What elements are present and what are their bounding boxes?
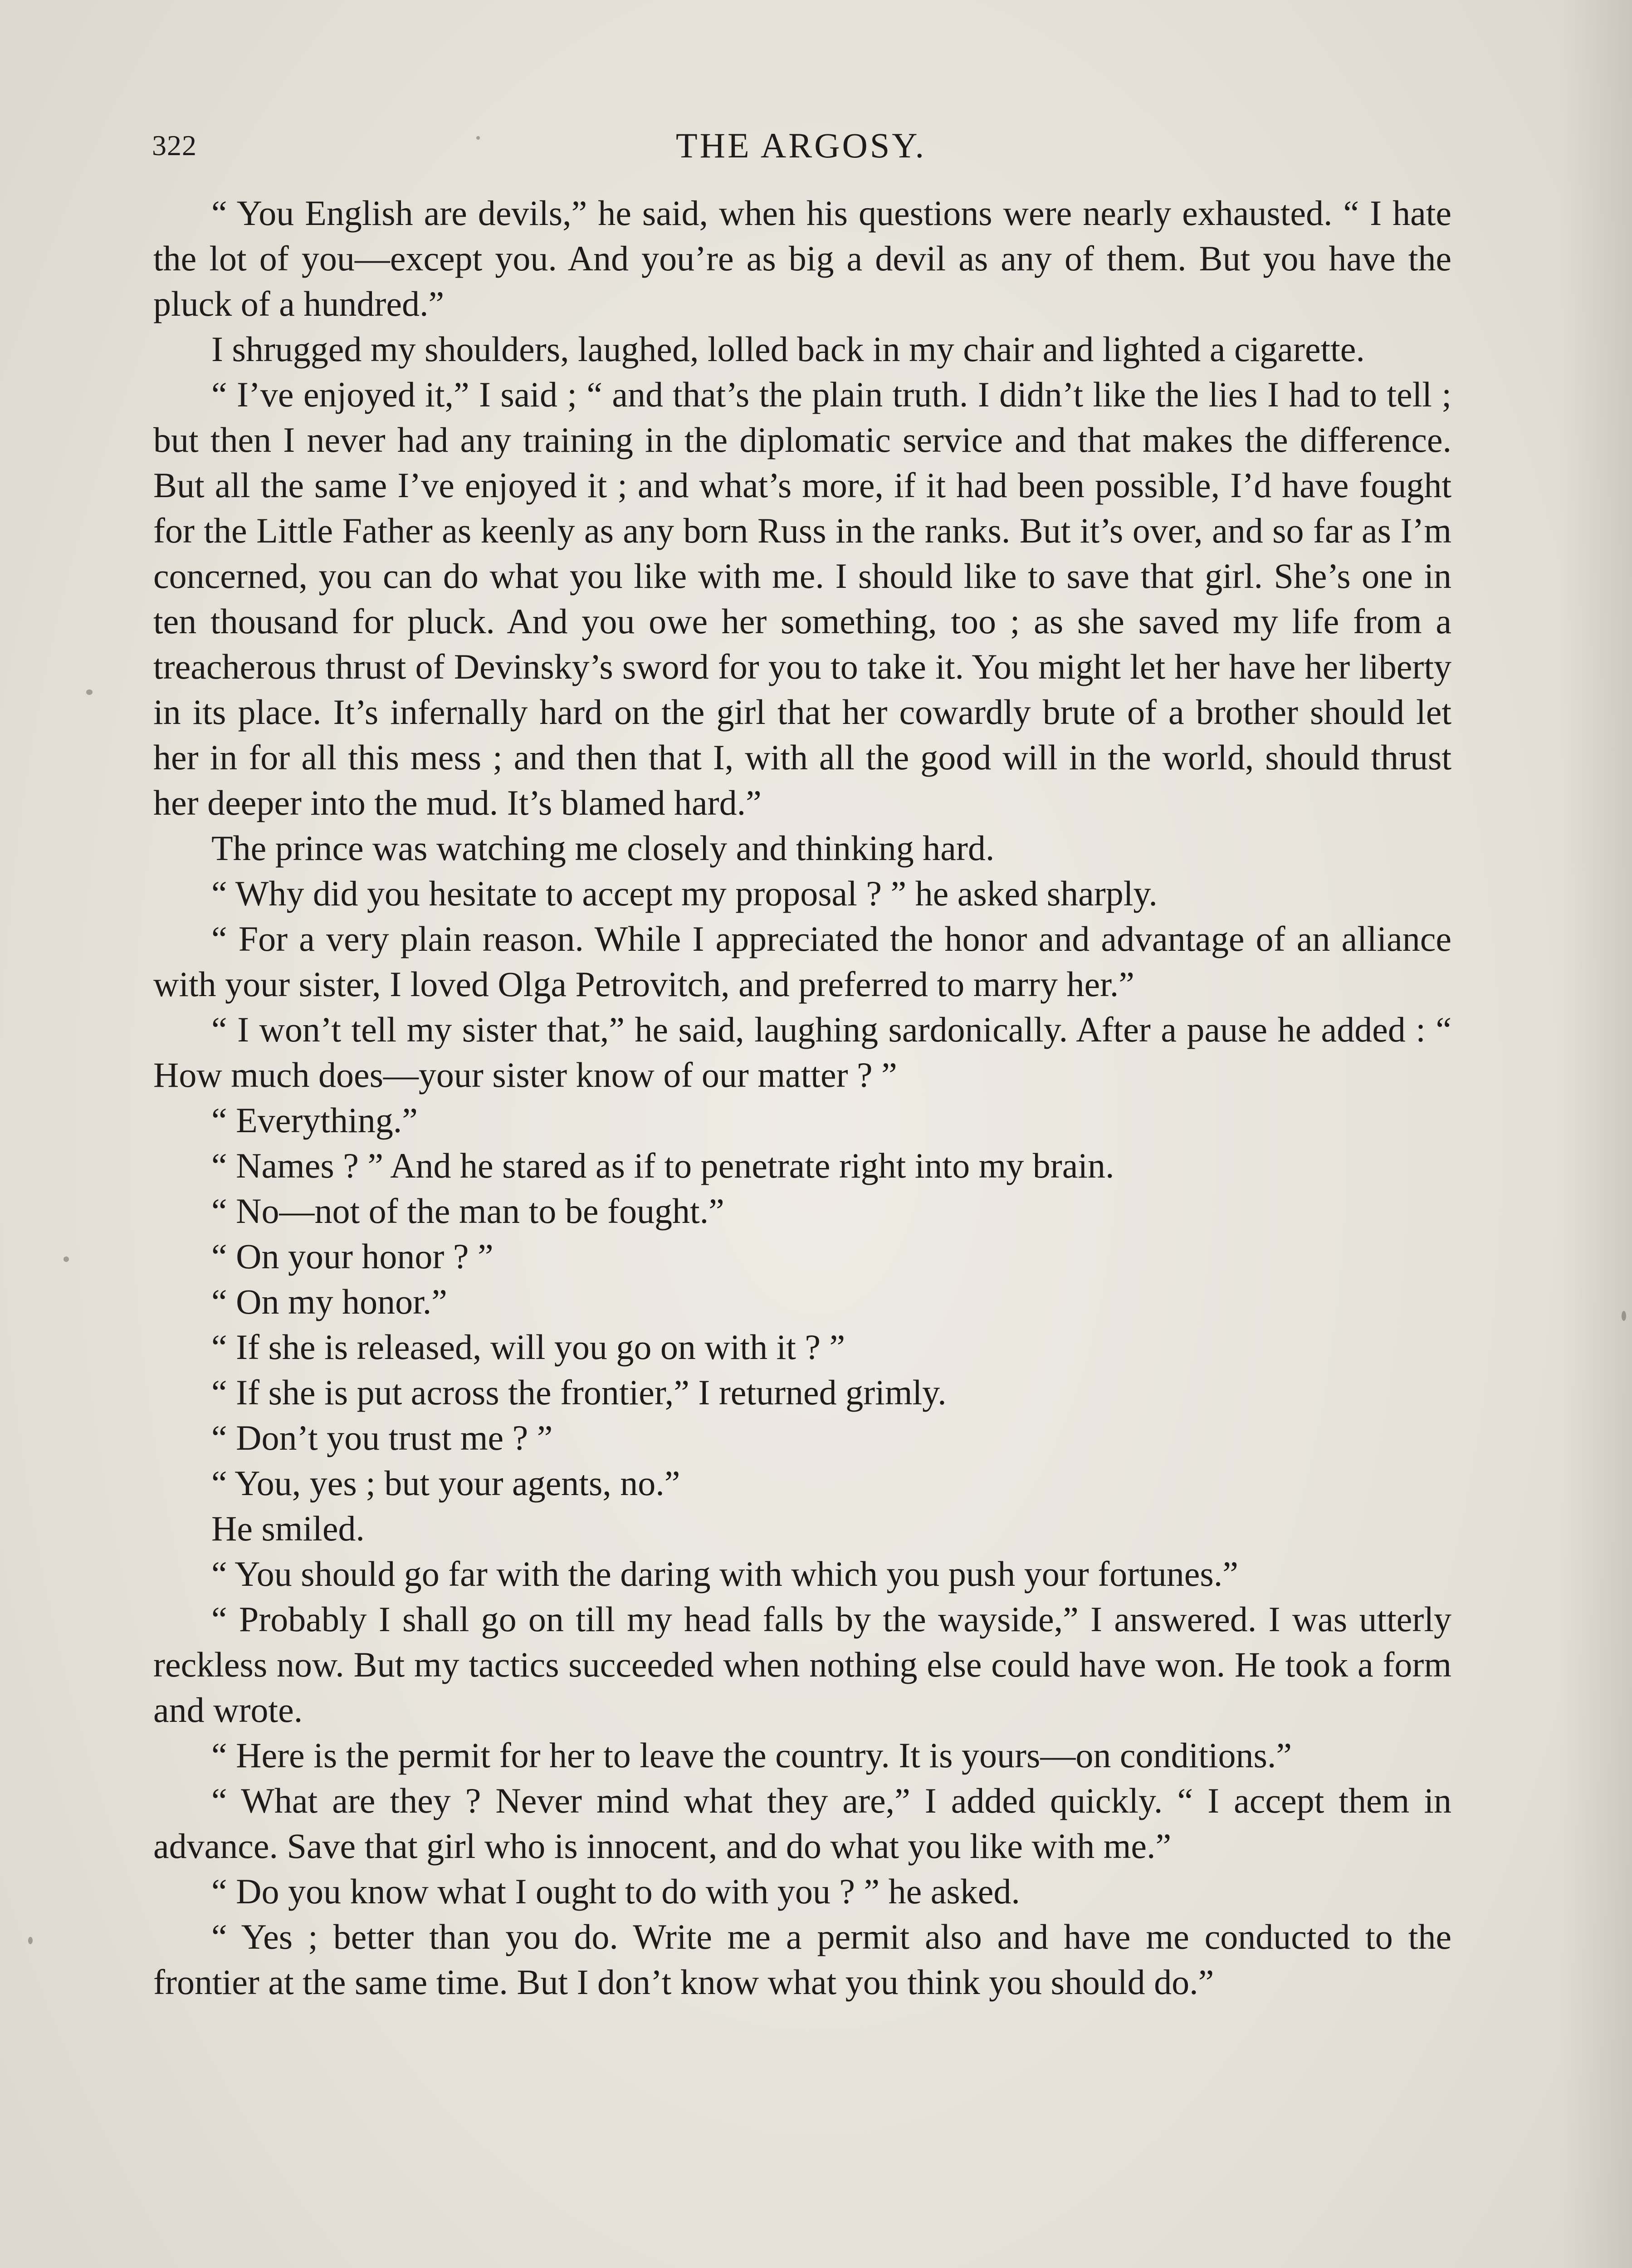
paragraph: The prince was watching me closely and thinking hard. bbox=[211, 828, 995, 868]
paragraph: “ For a very plain reason. While I appreciated the honor and advantage of an alliance with your sister, I loved Olga Petrovitch, and preferred to marry her.” bbox=[153, 919, 1451, 1004]
paragraph: “ Do you know what I ought to do with you ? ” he asked. bbox=[211, 1872, 1020, 1911]
page-edge-shadow bbox=[1559, 0, 1632, 2268]
paragraph: I shrugged my shoulders, laughed, lolled back in my chair and lighted a cigarette. bbox=[211, 329, 1365, 369]
paragraph: “ What are they ? Never mind what they are,” I added quickly. “ I accept them in advance. Save that girl who is innocent, and do what you like with me.” bbox=[153, 1781, 1451, 1866]
paragraph: “ Why did you hesitate to accept my proposal ? ” he asked sharply. bbox=[211, 874, 1158, 913]
paragraph: “ Here is the permit for her to leave the country. It is yours—on conditions.” bbox=[211, 1735, 1292, 1775]
paragraph: “ I won’t tell my sister that,” he said, laughing sardonically. After a pause he added : “ How much does—your sister know of our matter ? ” bbox=[153, 1010, 1451, 1095]
paragraph: “ On your honor ? ” bbox=[211, 1237, 494, 1276]
running-header bbox=[152, 117, 1450, 167]
story-text bbox=[153, 191, 1451, 2005]
paragraph: “ Names ? ” And he stared as if to penetrate right into my brain. bbox=[211, 1146, 1114, 1185]
ink-speck bbox=[86, 689, 93, 695]
paragraph: “ I’ve enjoyed it,” I said ; “ and that’s the plain truth. I didn’t like the lies I had to tell ; but then I never had any training in the diplomatic service and that makes the difference. But all the same I’ve enjoyed it ; and what’s more, if it had been possible, I’d have fought for the Little Father as keenly as any born Russ in the ranks. But it’s over, and so far as I’m concerned, you can do what you like with me. I should like to save that girl. She’s one in ten thousand for pluck. And you owe her something, too ; as she saved my life from a treacherous thrust of Devinsky’s sword for you to take it. You might let her have her liberty in its place. It’s infernally hard on the girl that her cowardly brute of a brother should let her in for all this mess ; and then that I, with all the good will in the world, should thrust her deeper into the mud. It’s blamed hard.” bbox=[153, 375, 1451, 822]
paragraph: “ If she is released, will you go on with it ? ” bbox=[211, 1327, 845, 1367]
paragraph: He smiled. bbox=[211, 1509, 365, 1548]
paragraph: “ Don’t you trust me ? ” bbox=[211, 1418, 553, 1457]
ink-speck bbox=[476, 136, 480, 140]
ink-speck bbox=[1622, 1311, 1626, 1321]
paragraph: “ Everything.” bbox=[211, 1100, 418, 1140]
paragraph: “ You should go far with the daring with which you push your fortunes.” bbox=[211, 1554, 1238, 1593]
paragraph: “ You, yes ; but your agents, no.” bbox=[211, 1463, 680, 1503]
ink-speck bbox=[64, 1256, 69, 1262]
paragraph: “ On my honor.” bbox=[211, 1282, 447, 1321]
page-number: 322 bbox=[152, 129, 197, 161]
paragraph: “ You English are devils,” he said, when his questions were nearly exhausted. “ I hate the lot of you—except you. And you’re as big a devil as any of them. But you have the pluck of a hundred.” bbox=[153, 193, 1451, 323]
paragraph: “ Probably I shall go on till my head falls by the wayside,” I answered. I was utterly reckless now. But my tactics succeeded when nothing else could have won. He took a form and wrote. bbox=[153, 1599, 1451, 1730]
ink-speck bbox=[28, 1937, 33, 1944]
paragraph: “ Yes ; better than you do. Write me a permit also and have me conducted to the frontier at the same time. But I don’t know what you think you should do.” bbox=[153, 1917, 1451, 2002]
paragraph: “ If she is put across the frontier,” I returned grimly. bbox=[211, 1373, 947, 1412]
running-title: THE ARGOSY. bbox=[676, 126, 926, 165]
paragraph: “ No—not of the man to be fought.” bbox=[211, 1191, 724, 1231]
